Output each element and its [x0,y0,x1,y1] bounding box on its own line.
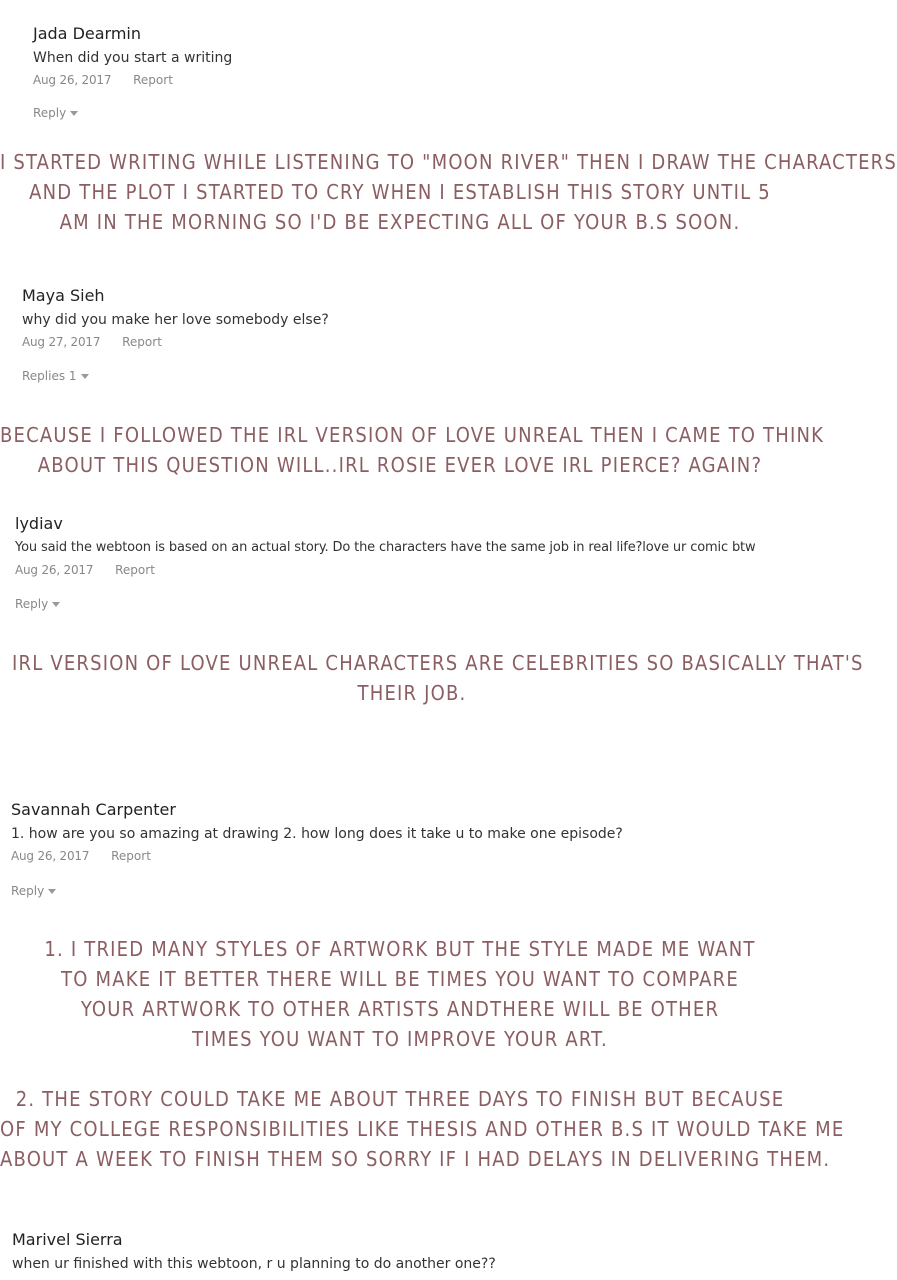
comment-author[interactable]: Marivel Sierra [12,1230,123,1249]
answer-line: I STARTED WRITING WHILE LISTENING TO "MOON RIVER" THEN I DRAW THE CHARACTERS [0,150,897,174]
comment-date: Aug 26, 2017 [15,563,94,577]
answer-line: AND THE PLOT I STARTED TO CRY WHEN I ESTABLISH THIS STORY UNTIL 5 [29,180,771,204]
comment-author[interactable]: Savannah Carpenter [11,800,176,819]
answer-line: ABOUT THIS QUESTION WILL..IRL ROSIE EVER LOVE IRL PIERCE? AGAIN? [37,453,763,477]
answer-line: 2. THE STORY COULD TAKE ME ABOUT THREE DAYS TO FINISH BUT BECAUSE [15,1087,785,1111]
comment-author[interactable]: lydiav [15,514,63,533]
answer-line: THEIR JOB. [357,681,467,705]
comment-meta [22,334,329,350]
comment-5 [12,1230,496,1273]
chevron-down-icon [81,374,89,379]
author-answer-4 [0,934,845,1174]
comment-4 [11,800,623,864]
report-link[interactable]: Report [122,335,162,349]
comment-text: why did you make her love somebody else? [22,312,329,328]
comment-text: 1. how are you so amazing at drawing 2. how long does it take u to make one episode? [11,826,623,842]
author-answer-3 [12,648,864,708]
answer-line: TIMES YOU WANT TO IMPROVE YOUR ART. [192,1027,608,1051]
comment-1 [33,24,232,88]
answer-line: AM IN THE MORNING SO I'D BE EXPECTING ALL OF YOUR B.S SOON. [59,210,741,234]
comment-text: You said the webtoon is based on an actual story. Do the characters have the same job in real life?love ur comic btw [15,540,756,555]
answer-line: IRL VERSION OF LOVE UNREAL CHARACTERS ARE CELEBRITIES SO BASICALLY THAT'S [12,651,864,675]
comment-text: When did you start a writing [33,50,233,66]
replies-button[interactable] [22,368,89,384]
author-answer-2 [0,420,825,480]
reply-button[interactable] [15,596,60,612]
comment-meta [33,72,232,88]
comment-date: Aug 26, 2017 [33,73,112,87]
answer-line: ABOUT A WEEK TO FINISH THEM SO SORRY IF I HAD DELAYS IN DELIVERING THEM. [0,1147,831,1171]
comment-text: when ur finished with this webtoon, r u planning to do another one?? [12,1256,496,1272]
report-link[interactable]: Report [133,73,173,87]
comment-meta [15,562,755,578]
answer-line: TO MAKE IT BETTER THERE WILL BE TIMES YOU WANT TO COMPARE [61,967,739,991]
answer-line: YOUR ARTWORK TO OTHER ARTISTS ANDTHERE WILL BE OTHER [80,997,720,1021]
report-link[interactable]: Report [111,849,151,863]
reply-label: Reply [11,884,45,898]
answer-line: OF MY COLLEGE RESPONSIBILITIES LIKE THESIS AND OTHER B.S IT WOULD TAKE ME [0,1117,845,1141]
chevron-down-icon [70,111,78,116]
comment-author[interactable]: Maya Sieh [22,286,105,305]
reply-label: Reply [15,597,49,611]
chevron-down-icon [48,889,56,894]
reply-label: Reply [33,106,67,120]
comment-date: Aug 27, 2017 [22,335,101,349]
paragraph-gap [0,1054,800,1084]
comment-2 [22,286,329,350]
comment-author[interactable]: Jada Dearmin [33,24,142,43]
author-answer-1 [0,147,897,237]
reply-button[interactable] [33,105,78,121]
chevron-down-icon [52,602,60,607]
answer-line: BECAUSE I FOLLOWED THE IRL VERSION OF LOVE UNREAL THEN I CAME TO THINK [0,423,825,447]
replies-label: Replies 1 [22,369,77,383]
report-link[interactable]: Report [115,563,155,577]
comment-date: Aug 26, 2017 [11,849,90,863]
reply-button[interactable] [11,883,56,899]
comment-3 [15,514,755,578]
comment-meta [11,848,623,864]
answer-line: 1. I TRIED MANY STYLES OF ARTWORK BUT THE STYLE MADE ME WANT [44,937,756,961]
